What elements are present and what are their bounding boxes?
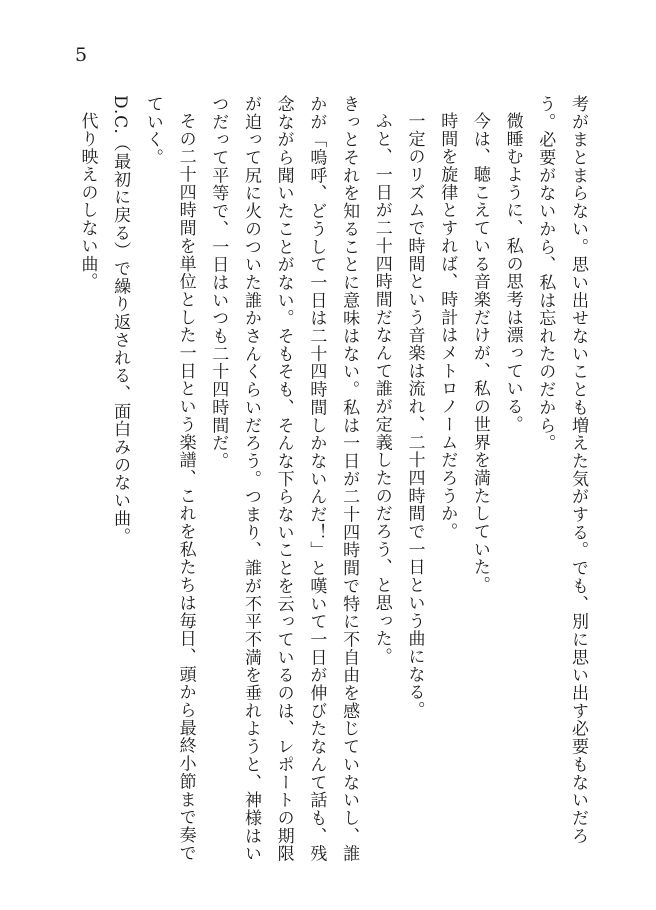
paragraph: 今は、聴こえている音楽だけが、私の世界を満たしていた。 [469,112,490,594]
paragraph: ふと、一日が二十四時間だなんて誰が定義したのだろう、と思った。 [371,112,392,666]
paragraph: 微睡むように、私の思考は漂っている。 [502,112,523,434]
paragraph: 時間を旋律とすれば、時計はメトロノームだろうか。 [437,112,458,541]
paragraph: きっとそれを知ることに意味はない。私は一日が二十四時間で特に不自由を感じていないし、誰かが「嗚呼、どうして一日は二十四時間しかないんだ！」と嘆いて一日が伸びたなんて話も、残念ながら聞いたことがない。そもそも、そんな下らないことを云っているのは、レポートの期限が迫って尻に火のついた誰かさんくらいだろう。つまり、誰が不平不満を垂れようと、神様はいつだって平等で、一日はいつも二十四時間だ。 [208,95,360,863]
page-number: 5 [75,44,88,66]
paragraph: その二十四時間を単位とした一日という楽譜、これを私たちは毎日、頭から最終小節まで奏でていく。 [142,95,196,862]
paragraph: 一定のリズムで時間という音楽は流れ、二十四時間で一日という曲になる。 [404,112,425,719]
paragraph: 考がまとまらない。思い出せないことも増えた気がする。でも、別に思い出す必要もないだろう。必要がないから、私は忘れたのだから。 [535,95,588,845]
paragraph: D.C.（最初に戻る）で繰り返される、面白みのない曲。 [110,95,131,546]
vertical-text-body [62,95,594,875]
paragraph: 代り映えのしない曲。 [77,112,98,291]
